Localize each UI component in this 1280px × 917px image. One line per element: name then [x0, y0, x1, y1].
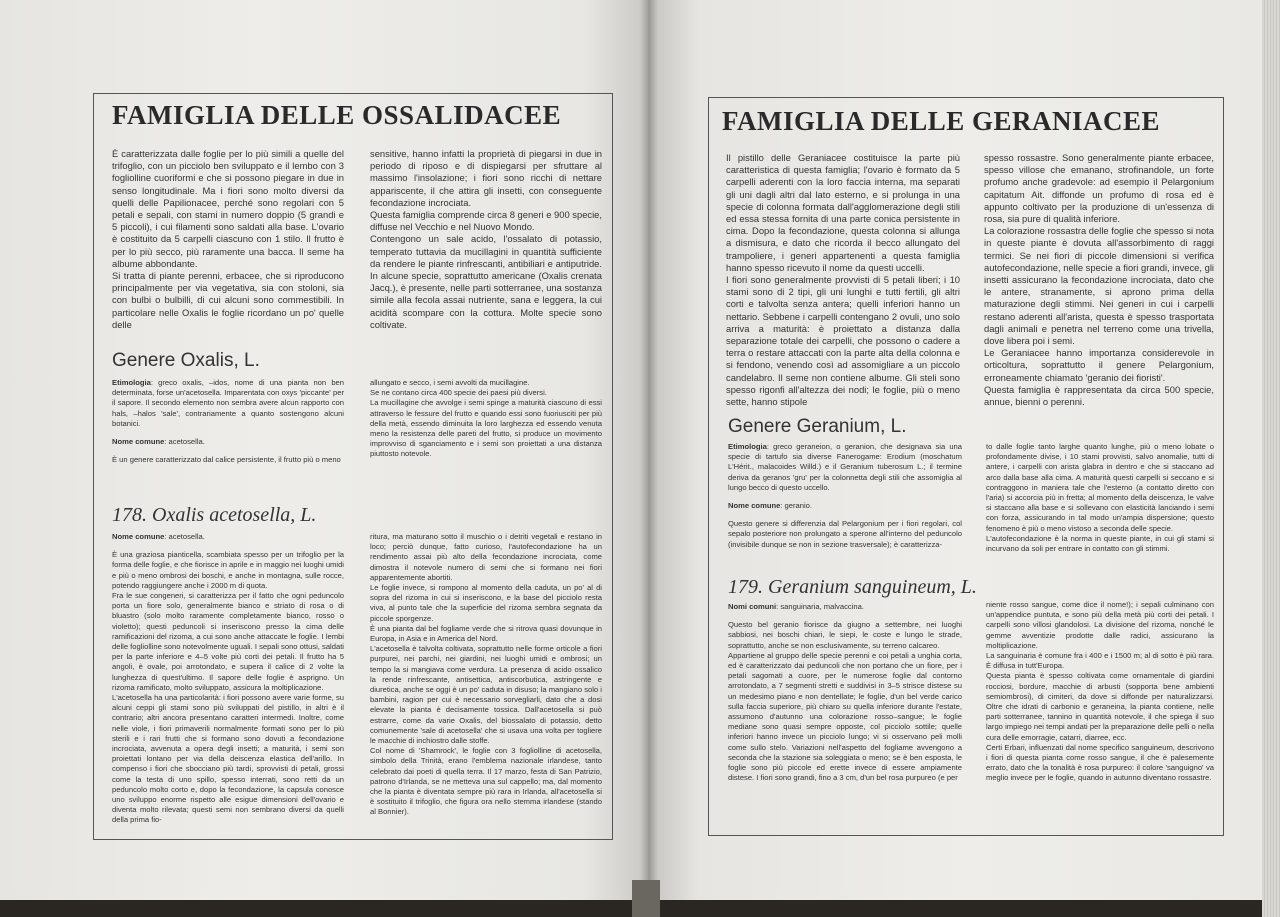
- paragraph: È un genere caratterizzato dal calice persistente, il frutto più o meno: [112, 455, 341, 465]
- paragraph: Contengono un sale acido, l'ossalato di potassio, temperato tuttavia da mucillagini in quantità sufficiente da rendere le piante rinfrescanti, antibiliari e antiputride. In alcune specie, soprattutto americane (Oxalis crenata Jacq.), è presente, nelle parti sotterranee, una sostanza simile alla fecola assai nutriente, sana e leggera, la cui acidità scompare con la cottura. Molte specie sono coltivate.: [370, 233, 602, 330]
- paragraph: Appartiene al gruppo delle specie perenni e coi petali a unghia corta, ed è caratterizzato dai peduncoli che non portano che un fiore, per i petali sagomati a cuore, per le numerose foglie dal contorno arrotondato, a 7 segmenti stretti e suddivisi in 3–5 strisce distese su un medesimo piano e non dentellate; le foglie, d'un bel verde carico sulla faccia superiore, più chiaro su quella inferiore durante l'estate, assumono d'autunno una colorazione rosso–sangue; le foglie mediane sono quasi sempre opposte, col picciolo sottile; quelle inferiori hanno invece un picciolo lungo; vi si osservano peli molli come sullo stelo. Variazioni nell'aspetto del fogliame avvengono a seconda che la stazione sia soleggiata o meno; se è ben esposta, le foglie sono più piccole ed erette invece di essere ampiamente distese. I fiori sono grandi, fino a 3 cm, d'un bel rosa purpureo (e per: [728, 650, 962, 783]
- genus-title-geranium: Genere Geranium, L.: [728, 416, 907, 437]
- paragraph: Questa pianta è spesso coltivata come ornamentale di giardini rocciosi, bordure, macchie di arbusti (sopporta bene ambienti semiombrosi), di cimiteri, da dove si diffonde per naturalizzarsi. Oltre che idrati di carbonio e geraneina, la pianta contiene, nelle parti sotterranee, tannino in quantità notevole, il che spiega il suo largo impiego nei tempi andati per la preparazione delle pelli o nella cura delle emorragie, catarri, diarree, ecc.: [986, 671, 1214, 742]
- paragraph: Il pistillo delle Geraniacee costituisce la parte più caratteristica di questa famiglia; l'ovario è formato da 5 carpelli aderenti con la loro faccia interna, ma separati gli uni dagli altri dal lato esterno, e si prolunga in una specie di colonna formata dall'agglomerazione degli stili ed essa stessa fornita di una parte conica persistente in cima. Dopo la fecondazione, questa colonna si allunga a dismisura, e dato che ricorda il becco allungato del trampoliere, i generi appartenenti a questa famiglia hanno spesso ricevuto il nome da questi uccelli.: [726, 152, 960, 273]
- intro-column-1: [112, 148, 344, 331]
- species-column-1: [112, 532, 344, 826]
- paragraph: ritura, ma maturano sotto il muschio o i detriti vegetali e restano in loco; perciò dunque, fatto curioso, l'autofecondazione ha un rendimento assai più alto della fecondazione incrociata, come dimostra il notevole numero di semi che si formano nei fiori apparentemente abortiti.: [370, 532, 602, 582]
- paragraph: Questa famiglia comprende circa 8 generi e 900 specie, diffuse nel Vecchio e nel Nuovo Mondo.: [370, 209, 602, 233]
- paragraph: La mucillagine che avvolge i semi spinge a maturità ciascuno di essi attraverso le fessure del frutto e quando essi sono fuoriusciti per più della metà, essendo diminuita la loro larghezza ed essendo venuta meno la resistenza delle pareti del frutto, si produce un movimento improvviso di sganciamento e i semi son proiettati a una distanza piuttosto notevole.: [370, 398, 602, 459]
- species-column-2: [370, 532, 602, 818]
- paragraph: È caratterizzata dalle foglie per lo più simili a quelle del trifoglio, con un picciolo ben sviluppato e il lembo con 3 fogliolline cuoriformi e che si possono piegare in due in senso longitudinale. Ma i fiori sono molto diversi da quelli delle Papilionacee, perché sono regolari con 5 petali e sepali, con stami in numero doppio (5 grandi e 5 piccoli), i cui filamenti sono saldati alla base. L'ovario è costituito da 5 carpelli ciascuno con 1 stilo. Il frutto è per lo più secco, più raramente una bacca. Il seme ha albume abbondante.: [112, 148, 344, 269]
- common-name-text: : acetosella.: [164, 437, 205, 447]
- paragraph: Questo genere si differenzia dal Pelargonium per i fiori regolari, col sepalo posteriore non prolungato a sperone all'interno del peduncolo (invisibile dunque se non in sezione trasversale); è caratterizza-: [728, 519, 962, 549]
- paragraph: sensitive, hanno infatti la proprietà di piegarsi in due in periodo di riposo e di dispiegarsi per sfruttare al massimo l'insolazione; i fiori sono ricchi di nettare appariscente, il che attira gli insetti, con conseguente fecondazione incrociata.: [370, 148, 602, 208]
- page-edges: [1262, 0, 1280, 917]
- paragraph: I fiori sono generalmente provvisti di 5 petali liberi; i 10 stami sono di 2 tipi, gli uni lunghi e tutti fertili, gli altri corti e talvolta senza antera; quelli inferiori hanno un nettario. Sebbene i carpelli contengano 2 ovuli, uno solo arriva a maturità: è proiettato a distanza dalla separazione totale dei carpelli, che possono o cadere a terra o restare attaccati con la parte alta della colonna e si fendono, venendo così ad assomigliare a un piccolo candelabro. Il seme non contiene albume. Gli steli sono spesso rigonfi all'altezza dei nodi; le foglie, più o meno sette, hanno stipole: [726, 274, 960, 408]
- genus-column-2: [986, 442, 1214, 554]
- paragraph: to dalle foglie tanto larghe quanto lunghe, più o meno lobate o profondamente divise, i 10 stami provvisti, salvo anomalie, tutti di antere, i carpelli con arista glabra in dentro e che si staccano ad arco dalla base alla cima. A maturità questi carpelli si seccano e si contraggono in maniera tale che l'esterno (a contatto diretto con l'aria) si accorcia più in fretta; al momento della deiscenza, le valve si staccano alla base e si sollevano con elasticità lanciando i semi con forza, assicurando in tal modo un'ampia dispersione; questo fenomeno è più o meno vistoso a seconda delle specie.: [986, 442, 1214, 533]
- intro-column-2: [370, 148, 602, 331]
- family-title-geraniacee: FAMIGLIA DELLE GERANIACEE: [722, 106, 1161, 136]
- common-name-label: Nome comune: [112, 532, 165, 541]
- genus-title-oxalis: Genere Oxalis, L.: [112, 350, 260, 371]
- paragraph: Questo bel geranio fiorisce da giugno a settembre, nei luoghi sabbiosi, nei boschi chiari, le siepi, le coste e lungo le strade, soprattutto, anche se non esclusivamente, su terreno calcareo.: [728, 620, 962, 650]
- paragraph: Si tratta di piante perenni, erbacee, che si riproducono principalmente per via vegetativa, sia con stoloni, sia con bulbi o bulbilli, di cui alcuni sono commestibili. In particolare nelle Oxalis le foglie ricordano un po' quelle delle: [112, 270, 344, 330]
- common-name-label: Nomi comuni: [728, 602, 777, 611]
- etymology-text: : greco geraneion, o geranion, che designava sia una specie di tartufo sia diverse Fanerogame: Erodium (moschatum L'Hérit., malacoides Willd.) e il Geranium tuberosum L.; il termine deriva da geranos 'gru' per la colonnetta degli stili che assomiglia al lungo becco di questo uccello.: [728, 442, 962, 492]
- genus-column-1: [728, 442, 962, 550]
- common-name-text: : geranio.: [780, 501, 812, 511]
- common-name-label: Nome comune: [728, 501, 781, 511]
- etymology-label: Etimologia: [728, 442, 767, 451]
- paragraph: L'acetosella è talvolta coltivata, soprattutto nelle forme orticole a fiori purpurei, nei parchi, nei giardini, nei luoghi umidi e ombrosi; un tempo la si mangiava come verdura. La presenza di acido ossalico la rende rinfrescante, antisettica, antiscorbutica, astringente e diuretica, anche se oggi è un po' caduta in disuso; la mangiano solo i bambini, ragion per cui è necessario sorvegliarli, dato che a dosi elevate la pianta è decisamente tossica. Dall'acetosella si può estrarre, come da varie Oxalis, del biossalato di potassio, detto comunemente 'sale di acetosella' che si usava una volta per togliere le macchie di inchiostro dalle stoffe.: [370, 644, 602, 746]
- paragraph: Le foglie invece, si rompono al momento della caduta, un po' al di sopra del rizoma in cui si inseriscono, e la base del picciolo resta viva, al punto tale che la superficie del rizoma sembra segnata da piccole sporgenze.: [370, 583, 602, 623]
- paragraph: Col nome di 'Shamrock', le foglie con 3 fogliolline di acetosella, simbolo della Trinità, erano l'emblema nazionale irlandese, tanto celebrato dai poeti di quella terra. Il 17 marzo, festa di San Patrizio, patrono d'Irlanda, se ne metteva una sul cappello; ma, dal momento che la pianta è diventata sempre più rara in Irlanda, all'acetosella si è sostituito il trifoglio, che figura ora nello stemma irlandese (stando al Bonnier).: [370, 746, 602, 817]
- species-title-178: 178. Oxalis acetosella, L.: [112, 504, 317, 526]
- genus-column-2: [370, 378, 602, 460]
- intro-column-1: [726, 152, 960, 408]
- common-name-text: : sanguinaria, malvaccina.: [776, 602, 864, 611]
- paragraph: L'autofecondazione è la norma in queste piante, in cui gli stami si incurvano da soli per entrare in contatto con gli stimmi.: [986, 533, 1214, 554]
- paragraph: La sanguinaria è comune fra i 400 e i 1500 m; al di sotto è più rara. È diffusa in tutt'Europa.: [986, 651, 1214, 671]
- paragraph: allungato e secco, i semi avvolti da mucillagine.: [370, 378, 530, 387]
- paragraph: Questa famiglia è rappresentata da circa 500 specie, annue, bienni o perenni.: [984, 383, 1214, 408]
- family-title-ossalidacee: FAMIGLIA DELLE OSSALIDACEE: [112, 100, 562, 130]
- paragraph: niente rosso sangue, come dice il nome!); i sepali culminano con un'appendice puntuta, e sono più della metà più corti dei petali. I carpelli sono villosi glandolosi. La divisione del rizoma, nonché le gemme avventizie prodotte dalle radici, assicurano la moltiplicazione.: [986, 600, 1214, 650]
- species-title-179: 179. Geranium sanguineum, L.: [728, 576, 977, 598]
- etymology-text: : greco oxalis, –idos, nome di una pianta non ben determinata, forse un'acetosella. Imparentata con oxys 'piccante' per il sapore. Il secondo elemento non sembra avere alcun rapporto con hals, –halos 'sale', contrariamente a quanto sostengono alcuni botanici.: [112, 378, 344, 428]
- intro-column-2: [984, 152, 1214, 408]
- etymology-label: Etimologia: [112, 378, 151, 387]
- paragraph: Se ne contano circa 400 specie dei paesi più diversi.: [370, 388, 547, 398]
- paragraph: Le Geraniacee hanno importanza considerevole in orticoltura, soprattutto il genere Pelargonium, erroneamente chiamato 'geranio dei fioristi'.: [984, 347, 1214, 383]
- paragraph: L'acetosella ha una particolarità: i fiori possono avere varie forme, su alcuni ceppi gli stami sono più sviluppati del pistillo, in altri è il contrario; altri ancora presentano caratteri intermedi. Inoltre, come nelle viole, i fiori primaverili normalmente formati sono per lo più sterili e i rari frutti che si formano sono dovuti a fecondazione incrociata, avvenuta a opera degli insetti; a maturità, i semi son proiettati lontano per via della deiscenza elastica dell'arillo. In compenso i fiori che sbocciano più tardi, sprovvisti di petali, grossi come la testa di uno spillo, spesso interrati, sono retti da un peduncolo molto corto e, dopo la fecondazione, la capsula conosce uno sviluppo enorme rispetto alle esigue dimensioni dell'ovario e diventa molto rilevata; questi semi non sembrano diversi da quelli della prima fio-: [112, 693, 344, 825]
- genus-column-1: [112, 378, 344, 465]
- common-name-text: : acetosella.: [164, 532, 205, 541]
- paragraph: Fra le sue congeneri, si caratterizza per il fatto che ogni peduncolo porta un fiore solo, generalmente bianco e striato di rosa o di bluastro (solo molto raramente completamente bianco, rosso o violetto); questi peduncoli si inseriscono presso la cima delle ramificazioni del rizoma, a cui sono anche attaccate le foglie. I lembi delle fogliolline sono notevolmente uguali. I sepali sono ottusi, saldati per la parte inferiore e 4–5 volte più corti dei petali. Il frutto ha 5 angoli, è ovale, poi arrotondato, e supera il calice di 2 volte la lunghezza di quest'ultimo. Il sapore delle foglie è asprigno. Un rizoma ramificato, molto sviluppato, assicura la moltiplicazione.: [112, 591, 344, 692]
- paragraph: La colorazione rossastra delle foglie che spesso si nota in queste piante è dovuta all'assorbimento di raggi termici. Se nei fiori di piccole dimensioni si verifica autofecondazione, nelle specie a fiori grandi, invece, gli insetti assicurano la fecondazione incrociata, dato che le antere, stranamente, si aprono prima della maturazione degli stimmi. Nei generi in cui i carpelli restano aderenti all'arista, questa è spesso trasportata dagli animali e penetra nel terreno come una trivella, dove libera poi i semi.: [984, 225, 1214, 347]
- common-name-label: Nome comune: [112, 437, 165, 447]
- paragraph: spesso rossastre. Sono generalmente piante erbacee, spesso villose che emanano, strofinandole, un forte profumo anche gradevole: ad esempio il Pelargonium capitatum Ait. diffonde un profumo di rosa ed è appunto coltivato per la produzione di un'essenza di rosa, sia pure di qualità inferiore.: [984, 152, 1214, 225]
- paragraph: Certi Erbari, influenzati dal nome specifico sanguineum, descrivono i fiori di questa pianta come rosso sangue, il che è palesemente errato, dato che la tonalità è rosa purpureo: il colore 'sanguigno' va meglio invece per le foglie, quando in autunno diventano rossastre.: [986, 742, 1214, 783]
- species-column-1: [728, 602, 962, 783]
- paragraph: È una pianta dal bel fogliame verde che si ritrova quasi dovunque in Europa, in Asia e in America del Nord.: [370, 623, 602, 644]
- species-column-2: [986, 600, 1214, 784]
- paragraph: È una graziosa pianticella, scambiata spesso per un trifoglio per la forma delle foglie, e che fiorisce in aprile e in maggio nei luoghi umidi e più o meno ombrosi dei boschi, e anche in montagna, sulle rocce, potendo raggiungere anche i 2000 m di quota.: [112, 550, 344, 590]
- bookmark-ribbon: [632, 880, 660, 917]
- book-gutter: [640, 0, 658, 900]
